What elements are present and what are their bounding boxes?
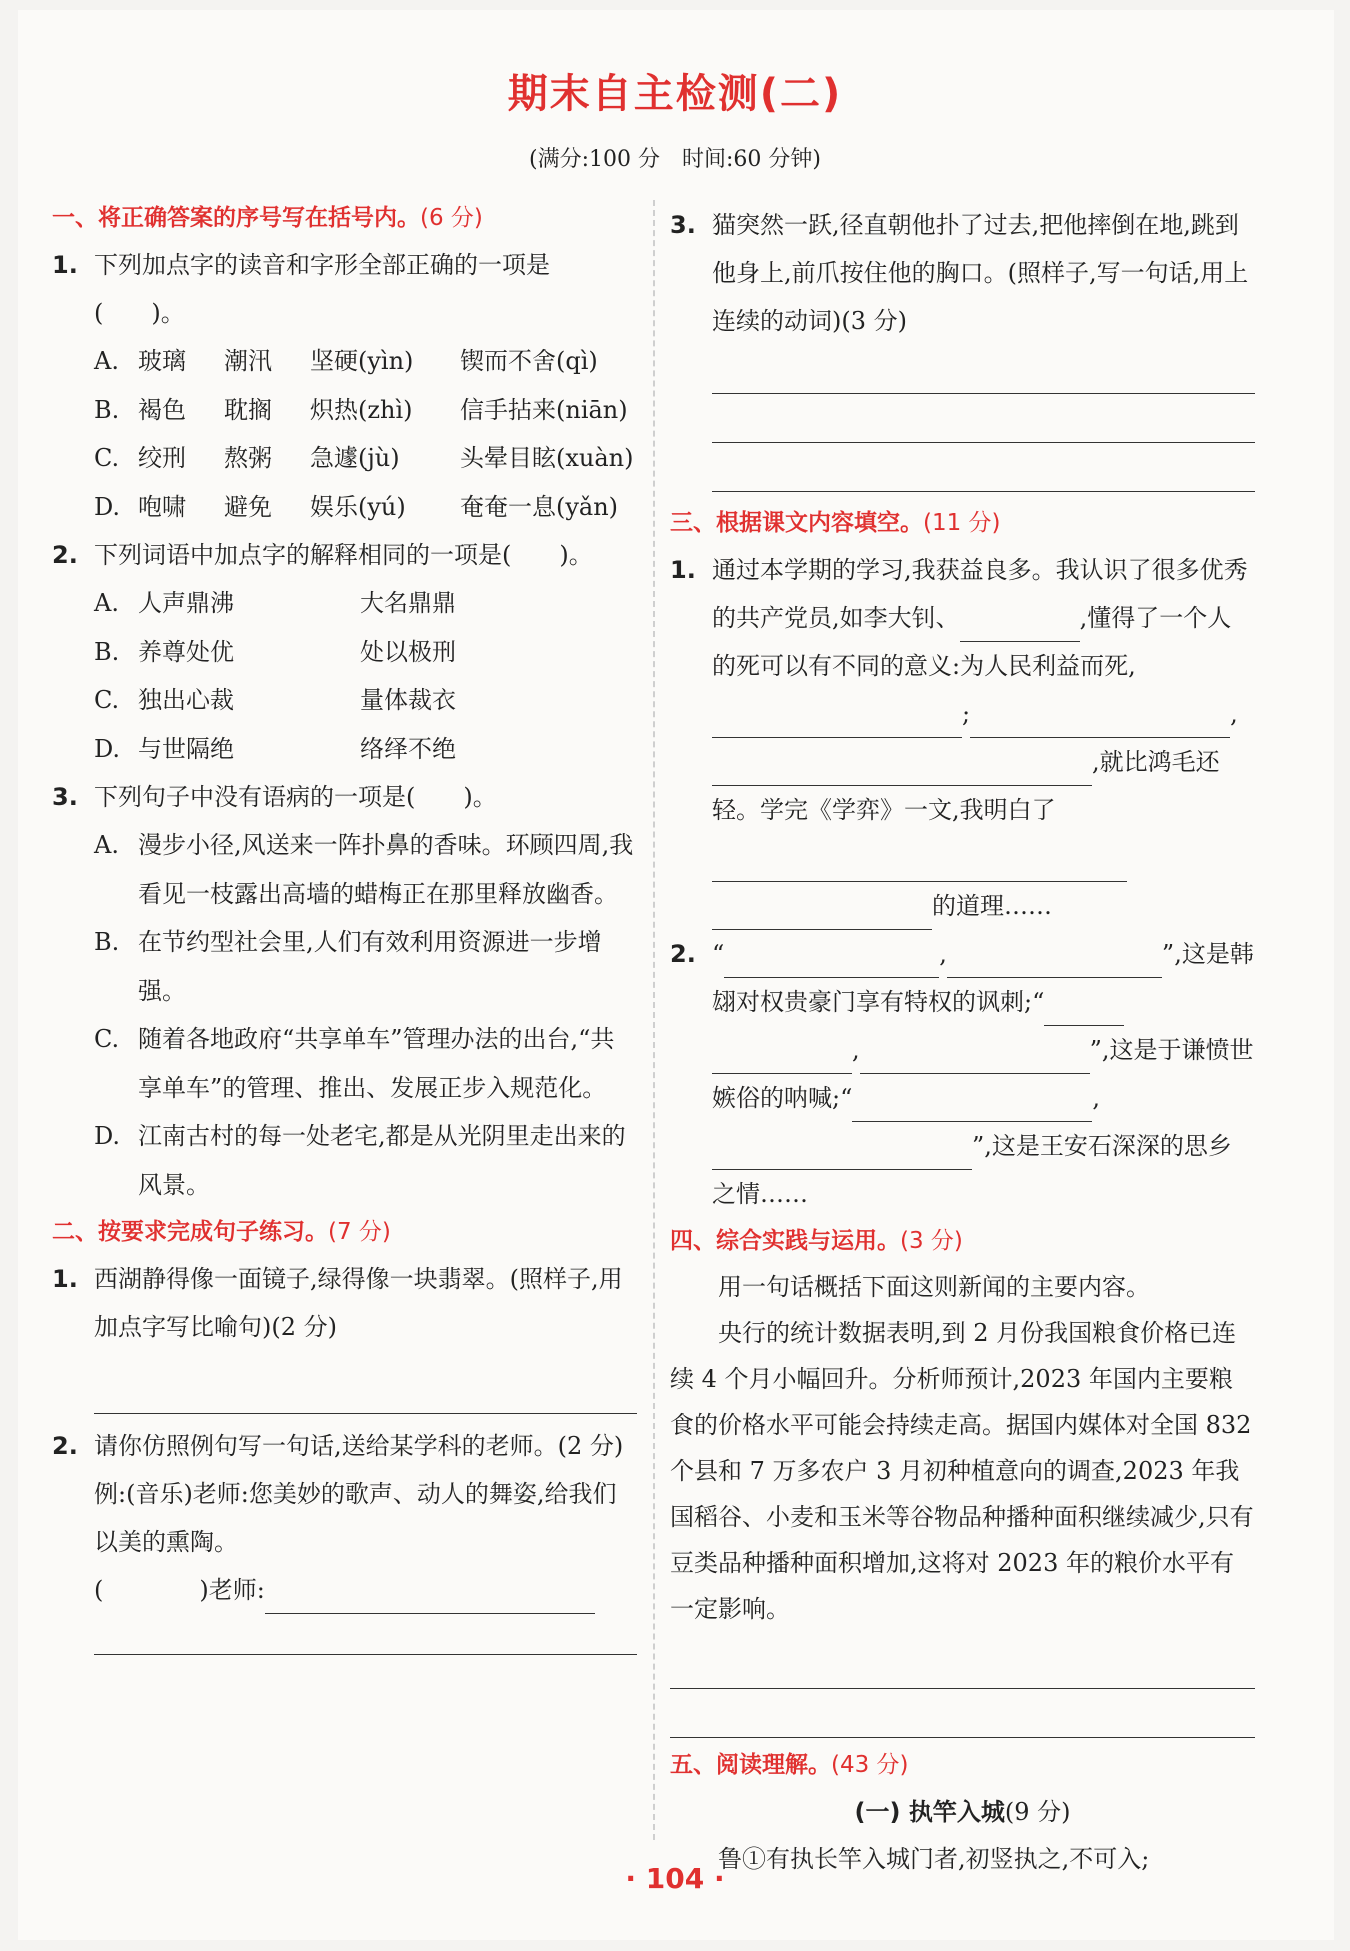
option-row: B. 褐色 耽搁 炽热(zhì) 信手拈来(niān) <box>94 395 628 424</box>
section-5-heading: 五、阅读理解。(43 分) <box>670 1752 909 1778</box>
s1-question-3: 3. 下列句子中没有语病的一项是( )。 <box>52 783 497 811</box>
left-column <box>52 195 637 1663</box>
answer-line[interactable] <box>94 1614 637 1655</box>
option-row: A. 玻璃 潮汛 坚硬(yìn) 锲而不舍(qì) <box>94 347 598 375</box>
answer-blank[interactable] <box>712 851 1127 882</box>
answer-blank[interactable] <box>960 611 1080 642</box>
answer-line[interactable] <box>712 451 1255 492</box>
option-row: D. 江南古村的每一处老宅,都是从光阴里走出来的风景。 <box>94 1122 626 1199</box>
option-row: D. 与世隔绝 络绎不绝 <box>94 734 456 763</box>
answer-blank[interactable] <box>947 947 1162 978</box>
s2-question-3: 3. 猫突然一跃,径直朝他扑了过去,把他摔倒在地,跳到他身上,前爪按住他的胸口。(照样子,写一句话,用上连续的动词)(3 分) <box>670 211 1249 335</box>
page-number: · 104 · <box>625 1862 725 1895</box>
s4-instruction: 用一句话概括下面这则新闻的主要内容。 <box>718 1273 1150 1301</box>
right-column <box>670 195 1255 1882</box>
answer-blank[interactable] <box>712 1043 852 1074</box>
s1-q1-options <box>52 337 637 531</box>
answer-blank[interactable] <box>265 1583 595 1614</box>
section-3-heading: 三、根据课文内容填空。(11 分) <box>670 510 1001 536</box>
s2-question-2: 2. 请你仿照例句写一句话,送给某学科的老师。(2 分) <box>52 1432 624 1460</box>
option-row: B. 养尊处优 处以极刑 <box>94 637 456 666</box>
answer-line[interactable] <box>670 1648 1255 1689</box>
option-row: A. 漫步小径,风送来一阵扑鼻的香味。环顾四周,我看见一枝露出高墙的蜡梅正在那里释放幽香。 <box>94 831 634 908</box>
option-row: D. 咆啸 避免 娱乐(yú) 奄奄一息(yǎn) <box>94 492 619 521</box>
option-row: A. 人声鼎沸 大名鼎鼎 <box>94 589 456 617</box>
answer-line[interactable] <box>94 1373 637 1414</box>
option-row: C. 随着各地政府“共享单车”管理办法的出台,“共享单车”的管理、推出、发展正步入规范化。 <box>94 1025 615 1102</box>
s3-question-2: 2. “ , ”,这是韩翃对权贵豪门享有特权的讽刺;“, ”,这是于谦愤世嫉俗的呐喊;“ ,”,这是王安石深深的思乡之情…… <box>670 940 1254 1208</box>
option-row: C. 绞刑 熬粥 急遽(jù) 头晕目眩(xuàn) <box>94 444 634 472</box>
answer-line[interactable] <box>712 353 1255 394</box>
page-title: 期末自主检测(二) <box>507 71 843 117</box>
answer-blank[interactable] <box>1090 707 1230 738</box>
answer-blank[interactable] <box>712 1139 972 1170</box>
s2-fill-line: ( )老师: <box>52 1566 637 1614</box>
option-row: C. 独出心裁 量体裁衣 <box>94 686 456 714</box>
answer-blank[interactable] <box>1044 995 1124 1026</box>
answer-line[interactable] <box>712 402 1255 443</box>
s1-question-1: 1. 下列加点字的读音和字形全部正确的一项是( )。 <box>52 251 550 327</box>
answer-blank[interactable] <box>712 899 932 930</box>
answer-blank[interactable] <box>712 707 962 738</box>
section-4-heading: 四、综合实践与运用。(3 分) <box>670 1228 963 1254</box>
s2-example: 例:(音乐)老师:您美妙的歌声、动人的舞姿,给我们以美的熏陶。 <box>94 1480 617 1556</box>
option-row: B. 在节约型社会里,人们有效利用资源进一步增强。 <box>94 928 602 1005</box>
answer-blank[interactable] <box>852 1091 1092 1122</box>
answer-blank[interactable] <box>982 755 1092 786</box>
answer-line[interactable] <box>670 1697 1255 1738</box>
answer-blank[interactable] <box>712 755 982 786</box>
page-subtitle: (满分:100 分 时间:60 分钟) <box>529 147 821 172</box>
section-2-heading: 二、按要求完成句子练习。(7 分) <box>52 1219 391 1245</box>
reading-first-line: 鲁①有执长竿入城门者,初竖执之,不可入; <box>718 1845 1150 1873</box>
s3-question-1: 1. 通过本学期的学习,我获益良多。我认识了很多优秀的共产党员,如李大钊、 ,懂得了一个人的死可以有不同的意义:为人民利益而死,; ,,就比鸿毛还轻。学完《学弈》一文,我明白了的道理…… <box>670 546 1255 930</box>
answer-blank[interactable] <box>724 947 939 978</box>
s1-question-2: 2. 下列词语中加点字的解释相同的一项是( )。 <box>52 541 593 569</box>
s2-question-1: 1. 西湖静得像一面镜子,绿得像一块翡翠。(照样子,用加点字写比喻句)(2 分) <box>52 1265 623 1341</box>
s1-q2-options <box>52 579 637 773</box>
section-1-heading: 一、将正确答案的序号写在括号内。(6 分) <box>52 205 483 231</box>
s4-news-text: 央行的统计数据表明,到 2 月份我国粮食价格已连续 4 个月小幅回升。分析师预计,2023 年国内主要粮食的价格水平可能会持续走高。据国内媒体对全国 832 个县和 7 万多农户 3 月初种植意向的调查,2023 年我国稻谷、小麦和玉米等谷物品种播种面积继续减少,只有豆类品种播种面积增加,这将对 2023 年的粮价水平有一定影响。 <box>670 1319 1254 1623</box>
answer-blank[interactable] <box>970 707 1090 738</box>
answer-blank[interactable] <box>860 1043 1090 1074</box>
reading-title: (一) 执竿入城(9 分) <box>854 1798 1071 1826</box>
column-divider <box>653 200 655 1840</box>
s1-q3-options <box>52 821 637 1209</box>
